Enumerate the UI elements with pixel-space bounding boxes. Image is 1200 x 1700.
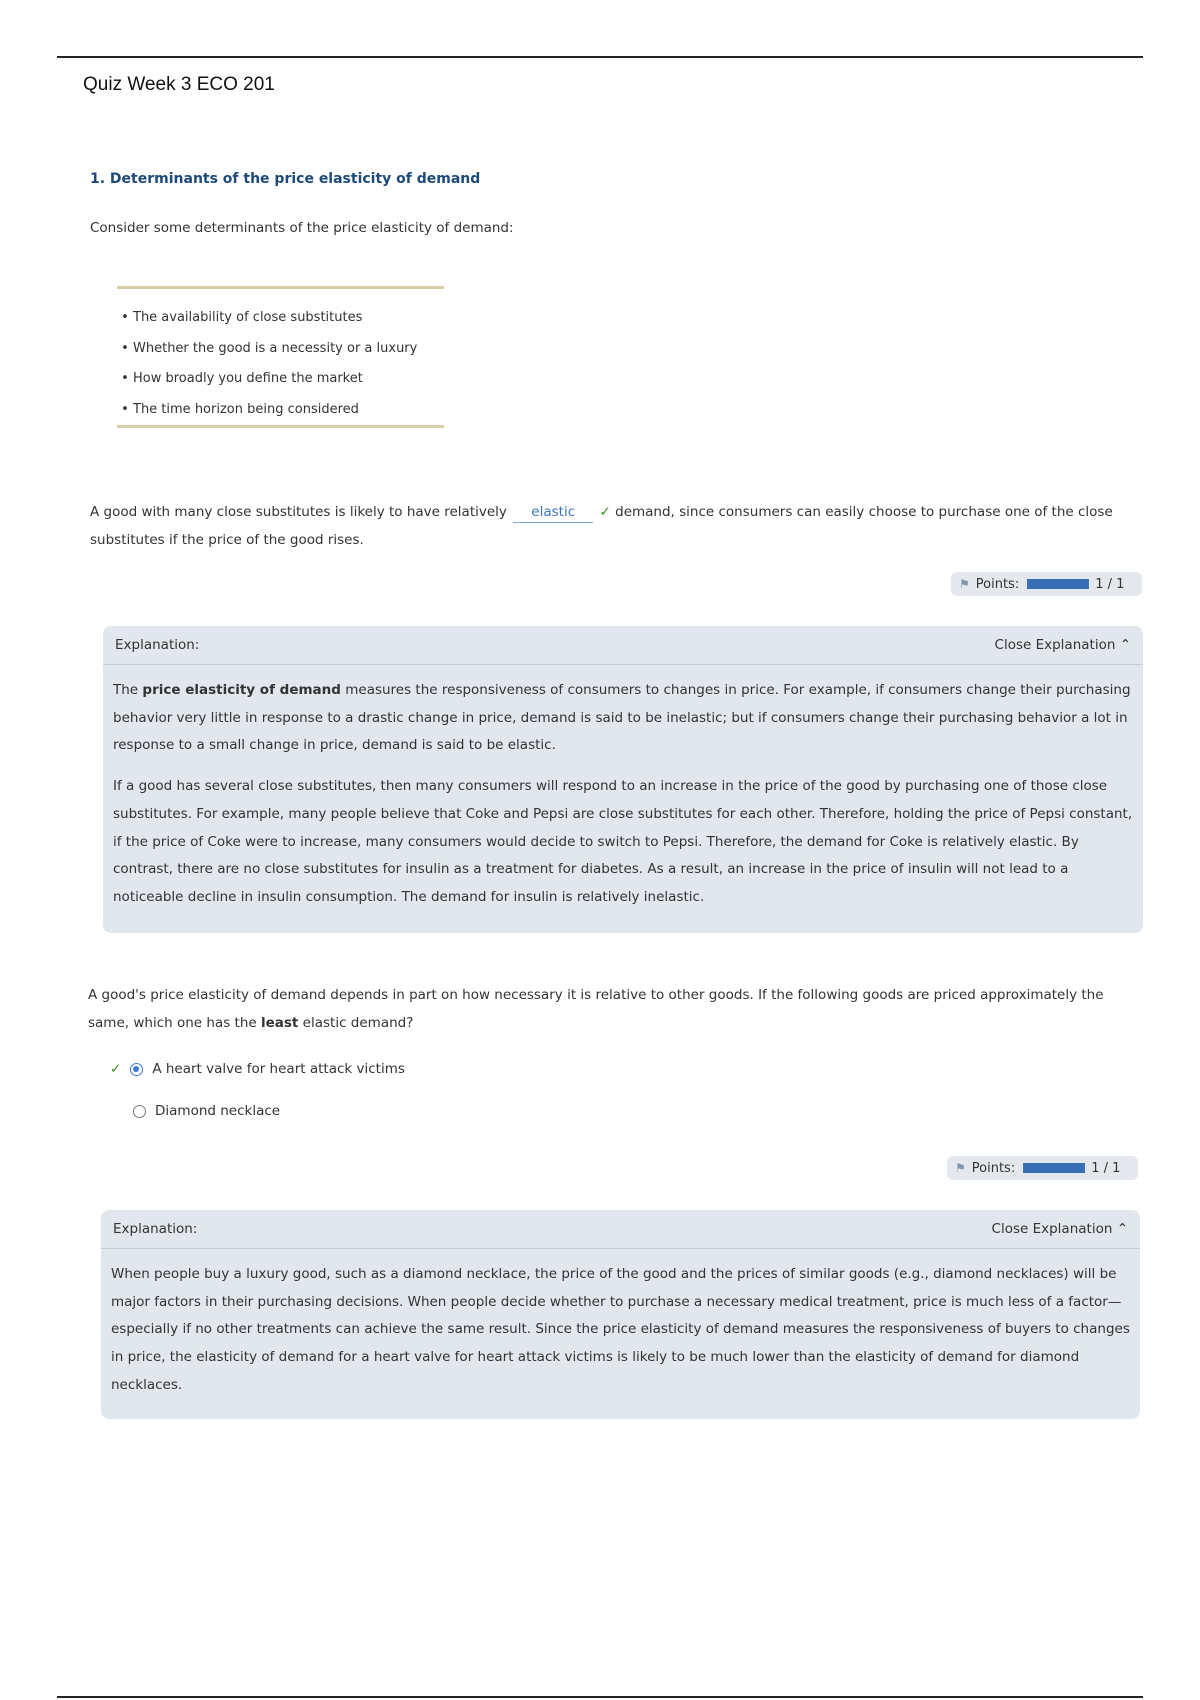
check-icon: ✓ (599, 504, 611, 520)
bullet-icon: • (121, 371, 129, 386)
header-rule (57, 56, 1143, 58)
question-1-sentence: A good with many close substitutes is likely to have relatively elastic ✓ demand, since consumers can easily choose to purchase one of the close substitutes if the price of the good rises. (90, 504, 1113, 548)
points-badge: ⚑ Points: 1 / 1 (947, 1156, 1138, 1180)
question-2-prompt: A good's price elasticity of demand depends in part on how necessary it is relative to other goods. If the following goods are priced approximately the same, which one has the least elastic demand? (88, 987, 1104, 1031)
check-icon: ✓ (110, 1061, 122, 1077)
list-item: • The time horizon being considered (117, 395, 417, 426)
option-heart-valve[interactable]: ✓ A heart valve for heart attack victims (110, 1061, 405, 1077)
question-1-intro: Consider some determinants of the price elasticity of demand: (90, 220, 514, 236)
flag-icon: ⚑ (959, 577, 970, 591)
points-bar (1027, 579, 1089, 589)
points-bar (1023, 1163, 1085, 1173)
points-badge: ⚑ Points: 1 / 1 (951, 572, 1142, 596)
explanation-panel (101, 1210, 1140, 1419)
bullet-icon: • (121, 340, 129, 356)
chevron-up-icon: ⌃ (1116, 1221, 1128, 1237)
chevron-up-icon: ⌃ (1119, 637, 1131, 653)
bullet-icon: • (121, 401, 129, 417)
question-1-heading: 1. Determinants of the price elasticity of demand (90, 171, 481, 187)
list-item: • How broadly you define the market (117, 364, 417, 395)
list-item: • Whether the good is a necessity or a luxury (117, 334, 417, 365)
explanation-header: Explanation: Close Explanation ⌃ (103, 626, 1143, 665)
radio-button[interactable] (133, 1105, 146, 1118)
explanation-header: Explanation: Close Explanation ⌃ (101, 1210, 1140, 1249)
bullet-icon: • (121, 310, 129, 325)
option-diamond-necklace[interactable]: Diamond necklace (133, 1103, 280, 1119)
determinants-box (117, 286, 444, 428)
footer-rule (57, 1696, 1143, 1698)
close-explanation-button[interactable]: Close Explanation ⌃ (991, 1221, 1128, 1237)
explanation-body: The price elasticity of demand measures the responsiveness of consumers to changes in price. For example, if consumers change their purchasing behavior very little in response to a drastic change in price, demand is said to be inelastic; but if consumers change their purchasing behavior a lot in response to a small change in price, demand is said to be elastic. If a good has several close substitutes, then many consumers will respond to an increase in the price of the good by purchasing one of those close substitutes. For example, many people believe that Coke and Pepsi are close substitutes for each other. Therefore, holding the price of Pepsi constant, if the price of Coke were to increase, many consumers would decide to switch to Pepsi. Therefore, the demand for Coke is relatively elastic. By contrast, there are no close substitutes for insulin as a treatment for diabetes. As a result, an increase in the price of insulin will not lead to a noticeable decline in insulin consumption. The demand for insulin is relatively inelastic. (113, 682, 1133, 905)
determinants-list (117, 303, 417, 425)
answer-dropdown[interactable]: elastic (513, 502, 593, 523)
explanation-panel (103, 626, 1143, 933)
flag-icon: ⚑ (955, 1161, 966, 1175)
document-title: Quiz Week 3 ECO 201 (83, 74, 275, 95)
list-item: • The availability of close substitutes (117, 303, 417, 334)
radio-button-selected[interactable] (130, 1063, 143, 1076)
explanation-body: When people buy a luxury good, such as a diamond necklace, the price of the good and the prices of similar goods (e.g., diamond necklaces) will be major factors in their purchasing decisions. When people decide whether to purchase a necessary medical treatment, price is much less of a factor—especially if no other treatments can achieve the same result. Since the price elasticity of demand measures the responsiveness of buyers to changes in price, the elasticity of demand for a heart valve for heart attack victims is likely to be much lower than the elasticity of demand for diamond necklaces. (111, 1266, 1130, 1393)
close-explanation-button[interactable]: Close Explanation ⌃ (994, 637, 1131, 653)
